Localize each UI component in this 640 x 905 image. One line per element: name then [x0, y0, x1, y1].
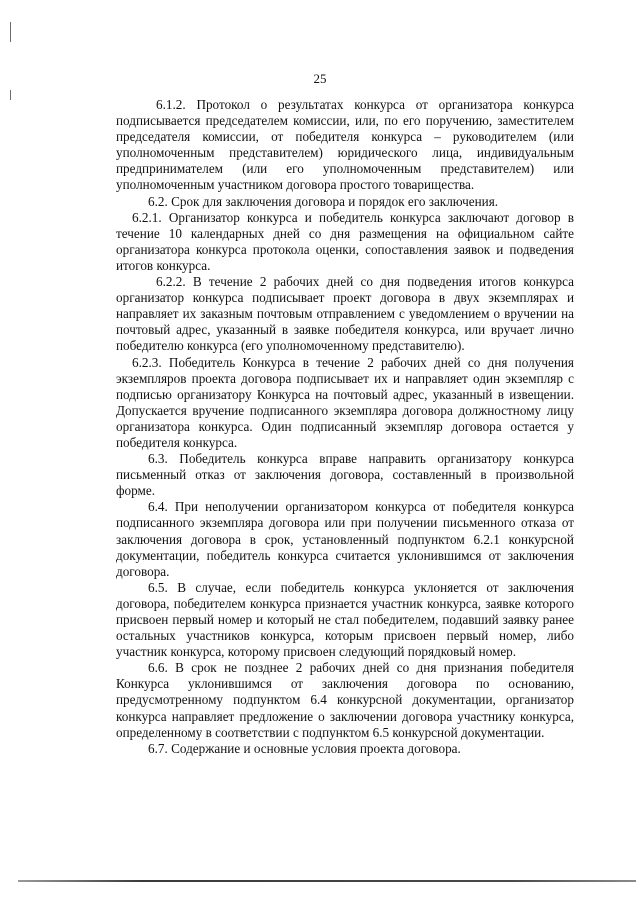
- paragraph-6-7: 6.7. Содержание и основные условия проекта договора.: [148, 740, 461, 756]
- paragraph-6-2-3: 6.2.3. Победитель Конкурса в течение 2 рабочих дней со дня получения экземпляров проекта договора подписывает их и направляет один экземпляр с подписью организатору Конкурса на почтовый адрес, указанный в извещении. Допускается вручение подписанного экземпляра договора должностному лицу организатора конкурса. Один подписанный экземпляр договора остается у победителя конкурса.: [116, 354, 574, 450]
- paragraph-6-4: 6.4. При неполучении организатором конкурса от победителя конкурса подписанного экземпляра договора или при получении письменного отказа от заключения договора в срок, установленный подпунктом 6.2.1 конкурсной документации, победитель конкурса считается уклонившимся от заключения договора.: [116, 499, 574, 579]
- paragraph-6-6: 6.6. В срок не позднее 2 рабочих дней со дня признания победителя Конкурса уклонившимся от заключения договора по основанию, предусмотренному подпунктом 6.4 конкурсной документации, организатор конкурса направляет предложение о заключении договора участнику конкурса, определенному в соответствии с подпунктом 6.5 конкурсной документации.: [116, 660, 574, 740]
- scan-edge-mark: [10, 22, 11, 42]
- paragraph-6-5: 6.5. В случае, если победитель конкурса уклоняется от заключения договора, победителем конкурса признается участник конкурса, заявке которого присвоен первый номер и который не стал победителем, подавший заявку ранее остальных участников конкурса, которым присвоен первый номер, либо участник конкурса, которому присвоен следующий порядковый номер.: [116, 579, 574, 660]
- document-body: [116, 97, 574, 757]
- scan-bottom-edge: [18, 880, 636, 882]
- paragraph-6-3: 6.3. Победитель конкурса вправе направить организатору конкурса письменный отказ от заключения договора, составленный в произвольной форме.: [116, 451, 574, 499]
- paragraph-6-2-2: 6.2.2. В течение 2 рабочих дней со дня подведения итогов конкурса организатор конкурса подписывает проект договора в двух экземплярах и направляет их заказным почтовым отправлением с уведомлением о вручении на почтовый адрес, указанный в заявке победителя конкурса, или вручает лично победителю конкурса (его уполномоченному представителю).: [116, 274, 574, 354]
- paragraph-6-2: 6.2. Срок для заключения договора и порядок его заключения.: [148, 193, 499, 209]
- paragraph-6-1-2: 6.1.2. Протокол о результатах конкурса от организатора конкурса подписывается председателем комиссии, или, по его поручению, заместителем председателя комиссии, от победителя конкурса – руководителем (или уполномоченным представителем) юридического лица, индивидуальным предпринимателем (или его уполномоченным представителем) или уполномоченным участником договора простого товарищества.: [116, 97, 574, 193]
- scan-edge-mark: [10, 90, 11, 100]
- paragraph-6-2-1: 6.2.1. Организатор конкурса и победитель конкурса заключают договор в течение 10 календарных дней со дня размещения на официальном сайте организатора конкурса протокола оценки, сопоставления заявок и подведения итогов конкурса.: [116, 209, 574, 273]
- page-number: 25: [313, 71, 327, 86]
